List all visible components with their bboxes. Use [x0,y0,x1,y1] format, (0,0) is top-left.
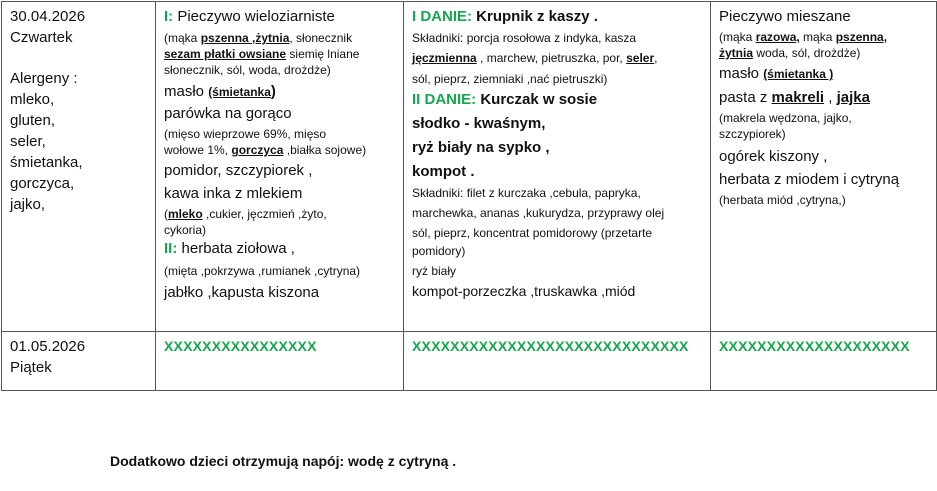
allergens-label: Alergeny : [10,70,78,87]
supper-butter: masło (śmietanka ) [719,65,834,82]
supper-paste-ingredients: szczypiorek) [719,127,786,141]
allergen-item: seler, [10,133,46,150]
lunch-placeholder: XXXXXXXXXXXXXXXXXXXXXXXXXXXXX [412,338,689,354]
lunch-compote-ingredients: kompot-porzeczka ,truskawka ,miód [412,283,636,299]
menu-row-friday [2,332,937,391]
lunch-rice: ryż biały na sypko , [412,139,550,156]
supper-tea-ingredients: (herbata miód ,cytryna,) [719,193,846,207]
breakfast-cell [156,2,404,332]
weekday-label: Czwartek [10,29,73,46]
lunch-main-ingredients: sól, pieprz, koncentrat pomidorowy (przetarte [412,226,653,240]
lunch-soup: I DANIE: Krupnik z kaszy . [412,8,598,25]
date-label: 30.04.2026 [10,8,86,25]
supper-cell [711,2,937,332]
breakfast-sausage-ingredients: wołowe 1%, gorczyca ,białka sojowe) [164,143,367,157]
supper-tea: herbata z miodem i cytryną [719,171,900,188]
menu-table [1,1,937,391]
weekday-label: Piątek [10,359,52,376]
supper-bread-ingredients: (mąka razowa, mąka pszenna, [719,30,888,44]
breakfast-bread-ingredients: słonecznik, sól, woda, drożdże) [164,63,331,77]
lunch-soup-ingredients: Składniki: porcja rosołowa z indyka, kasza [412,31,637,45]
lunch-main-ingredients: pomidory) [412,244,466,258]
date-label: 01.05.2026 [10,338,86,355]
lunch-soup-ingredients: jęczmienna , marchew, pietruszka, por, seler, [412,51,658,65]
lunch-cell [404,332,711,391]
breakfast-tea: II: herbata ziołowa , [164,240,295,257]
breakfast-bread-ingredients: sezam płatki owsiane siemię lniane [164,47,360,61]
lunch-rice-ingredients: ryż biały [412,264,457,278]
day-cell [2,332,156,391]
breakfast-coffee: kawa inka z mlekiem [164,185,303,202]
menu-row-thursday [2,2,937,332]
breakfast-tea-ingredients: (mięta ,pokrzywa ,rumianek ,cytryna) [164,264,361,278]
day-cell [2,2,156,332]
supper-placeholder: XXXXXXXXXXXXXXXXXXXX [719,338,910,354]
breakfast-coffee-ingredients: (mleko ,cukier, jęczmień ,żyto, [164,207,327,221]
supper-cell [711,332,937,391]
breakfast-vegetables: pomidor, szczypiorek , [164,162,313,179]
breakfast-sausage-ingredients: (mięso wieprzowe 69%, mięso [164,127,327,141]
breakfast-fruit: jabłko ,kapusta kiszona [164,284,320,301]
allergen-item: gluten, [10,112,56,129]
allergen-item: jajko, [10,196,46,213]
breakfast-cell [156,332,404,391]
lunch-main-ingredients: marchewka, ananas ,kukurydza, przyprawy olej [412,206,665,220]
allergen-item: mleko, [10,91,55,108]
lunch-main-ingredients: Składniki: filet z kurczaka ,cebula, papryka, [412,186,641,200]
breakfast-placeholder: XXXXXXXXXXXXXXXX [164,338,317,354]
lunch-compote: kompot . [412,163,475,180]
lunch-main-dish: II DANIE: Kurczak w sosie [412,91,598,108]
supper-paste-ingredients: (makrela wędzona, jajko, [719,111,852,125]
allergen-item: śmietanka, [10,154,83,171]
breakfast-butter: masło (śmietanka) [164,83,276,100]
breakfast-bread-ingredients: (mąka pszenna ,żytnia, słonecznik [164,31,353,45]
lunch-soup-ingredients: sól, pieprz, ziemniaki ,nać pietruszki) [412,72,608,86]
breakfast-coffee-ingredients: cykoria) [164,223,207,237]
breakfast-sausage: parówka na gorąco [164,105,292,122]
lunch-cell [404,2,711,332]
supper-pickle: ogórek kiszony , [719,148,828,165]
breakfast-bread: I: Pieczywo wieloziarniste [164,8,335,25]
footer-note: Dodatkowo dzieci otrzymują napój: wodę z cytryną . [110,453,457,469]
supper-bread-ingredients: żytnia woda, sól, drożdże) [719,46,861,60]
allergen-item: gorczyca, [10,175,75,192]
supper-bread: Pieczywo mieszane [719,8,851,25]
lunch-main-dish: słodko - kwaśnym, [412,115,546,132]
supper-paste: pasta z makreli , jajka [719,89,870,106]
